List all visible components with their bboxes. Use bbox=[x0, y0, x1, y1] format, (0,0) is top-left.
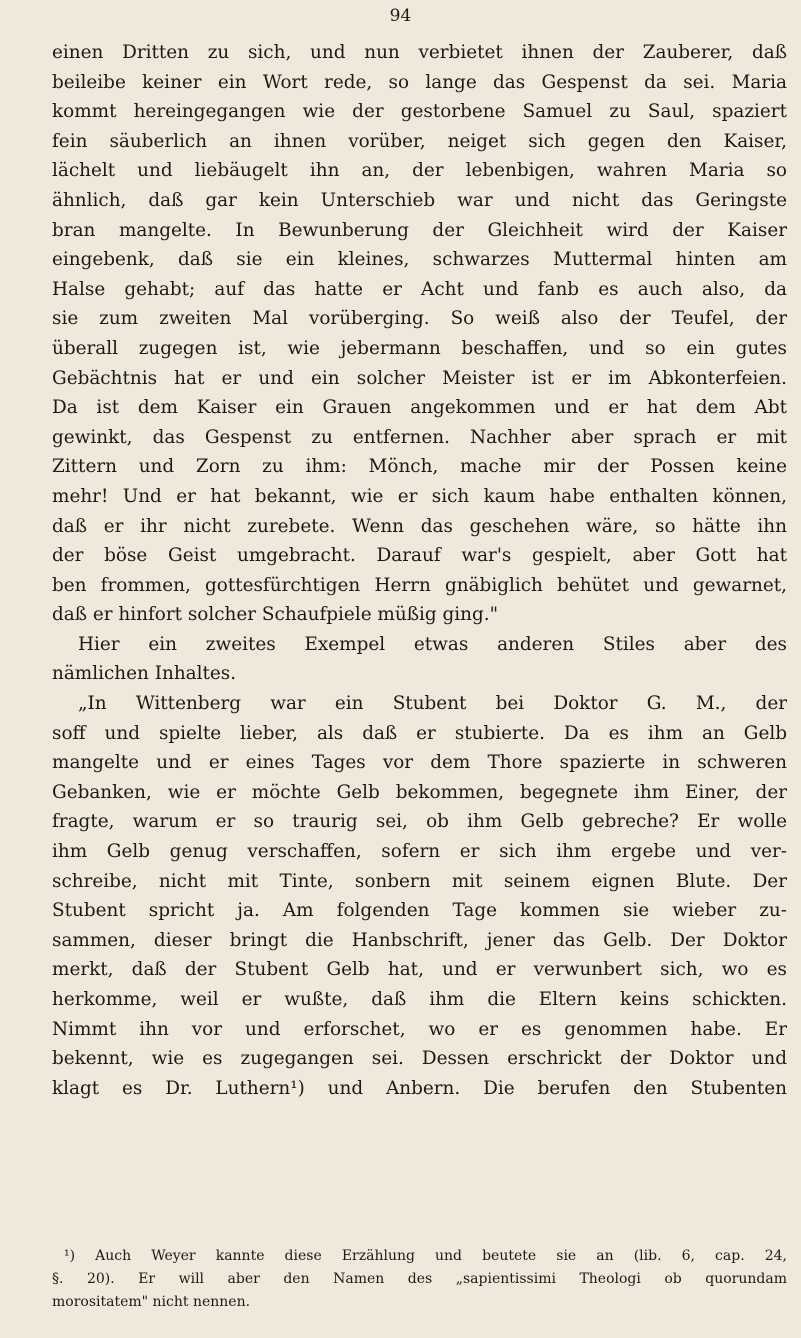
text-line: klagt es Dr. Luthern¹) und Anbern. Die berufen den Stubenten bbox=[52, 1077, 787, 1099]
text-line: daß er hinfort solcher Schaufpiele müßig ging." bbox=[52, 604, 499, 626]
text-line: kommt hereingegangen wie der gestorbene Samuel zu Saul, spaziert bbox=[52, 101, 787, 123]
text-line: Gebächtnis hat er und ein solcher Meister ist er im Abkonterfeien. bbox=[52, 367, 787, 389]
text-line: lächelt und liebäugelt ihn an, der lebenbigen, wahren Maria so bbox=[52, 160, 787, 182]
text-line: gewinkt, das Gespenst zu entfernen. Nachher aber sprach er mit bbox=[52, 426, 787, 448]
text-line: schreibe, nicht mit Tinte, sonbern mit seinem eignen Blute. Der bbox=[52, 870, 787, 892]
text-line: überall zugegen ist, wie jebermann beschaffen, und so ein gutes bbox=[52, 337, 787, 359]
text-line: sammen, dieser bringt die Hanbschrift, jener das Gelb. Der Doktor bbox=[52, 929, 787, 951]
footnote bbox=[52, 1245, 787, 1314]
text-line: Zittern und Zorn zu ihm: Mönch, mache mir der Possen keine bbox=[52, 456, 787, 478]
text-line: nämlichen Inhaltes. bbox=[52, 663, 237, 685]
text-line: der böse Geist umgebracht. Darauf war's gespielt, aber Gott hat bbox=[52, 545, 787, 567]
text-line: einen Dritten zu sich, und nun verbietet ihnen der Zauberer, daß bbox=[52, 42, 787, 63]
text-line: sie zum zweiten Mal vorüberging. So weiß also der Teufel, der bbox=[52, 308, 787, 330]
text-line: mehr! Und er hat bekannt, wie er sich kaum habe enthalten können, bbox=[52, 485, 787, 507]
text-line: Hier ein zweites Exempel etwas anderen Stiles aber des bbox=[78, 633, 787, 655]
page-number: 94 bbox=[389, 6, 412, 26]
text-line: ihm Gelb genug verschaffen, sofern er sich ihm ergebe und ver- bbox=[52, 841, 787, 863]
text-line: fragte, warum er so traurig sei, ob ihm Gelb gebreche? Er wolle bbox=[52, 811, 787, 833]
text-line: eingebenk, daß sie ein kleines, schwarzes Muttermal hinten am bbox=[52, 249, 787, 271]
footnote-line: §. 20). Er will aber den Namen des „sapientissimi Theologi ob quorundam bbox=[52, 1271, 787, 1287]
text-line: Da ist dem Kaiser ein Grauen angekommen und er hat dem Abt bbox=[52, 397, 787, 419]
body-text bbox=[52, 38, 787, 1103]
text-line: Stubent spricht ja. Am folgenden Tage kommen sie wieber zu- bbox=[52, 900, 787, 922]
text-line: beileibe keiner ein Wort rede, so lange das Gespenst da sei. Maria bbox=[52, 71, 787, 93]
footnote-line: morositatem" nicht nennen. bbox=[52, 1294, 251, 1310]
text-line: soff und spielte lieber, als daß er stubierte. Da es ihm an Gelb bbox=[52, 722, 787, 744]
footnote-line: ¹) Auch Weyer kannte diese Erzählung und beutete sie an (lib. 6, cap. 24, bbox=[64, 1248, 787, 1264]
text-line: Halse gehabt; auf das hatte er Acht und fanb es auch also, da bbox=[52, 278, 787, 300]
text-line: ben frommen, gottesfürchtigen Herrn gnäbiglich behütet und gewarnet, bbox=[52, 574, 787, 596]
text-line: Gebanken, wie er möchte Gelb bekommen, begegnete ihm Einer, der bbox=[52, 781, 787, 803]
text-line: bekennt, wie es zugegangen sei. Dessen erschrickt der Doktor und bbox=[52, 1048, 787, 1070]
text-line: mangelte und er eines Tages vor dem Thore spazierte in schweren bbox=[52, 752, 787, 774]
text-line: fein säuberlich an ihnen vorüber, neiget sich gegen den Kaiser, bbox=[52, 130, 787, 152]
text-line: Nimmt ihn vor und erforschet, wo er es genommen habe. Er bbox=[52, 1018, 787, 1040]
text-line: herkomme, weil er wußte, daß ihm die Eltern keins schickten. bbox=[52, 989, 787, 1010]
text-line: daß er ihr nicht zurebete. Wenn das geschehen wäre, so hätte ihn bbox=[52, 515, 787, 537]
text-line: bran mangelte. In Bewunberung der Gleichheit wird der Kaiser bbox=[52, 219, 787, 241]
text-line: ähnlich, daß gar kein Unterschieb war und nicht das Geringste bbox=[52, 189, 787, 211]
text-line: „In Wittenberg war ein Stubent bei Doktor G. M., der bbox=[78, 693, 787, 715]
text-line: merkt, daß der Stubent Gelb hat, und er verwunbert sich, wo es bbox=[52, 959, 787, 981]
